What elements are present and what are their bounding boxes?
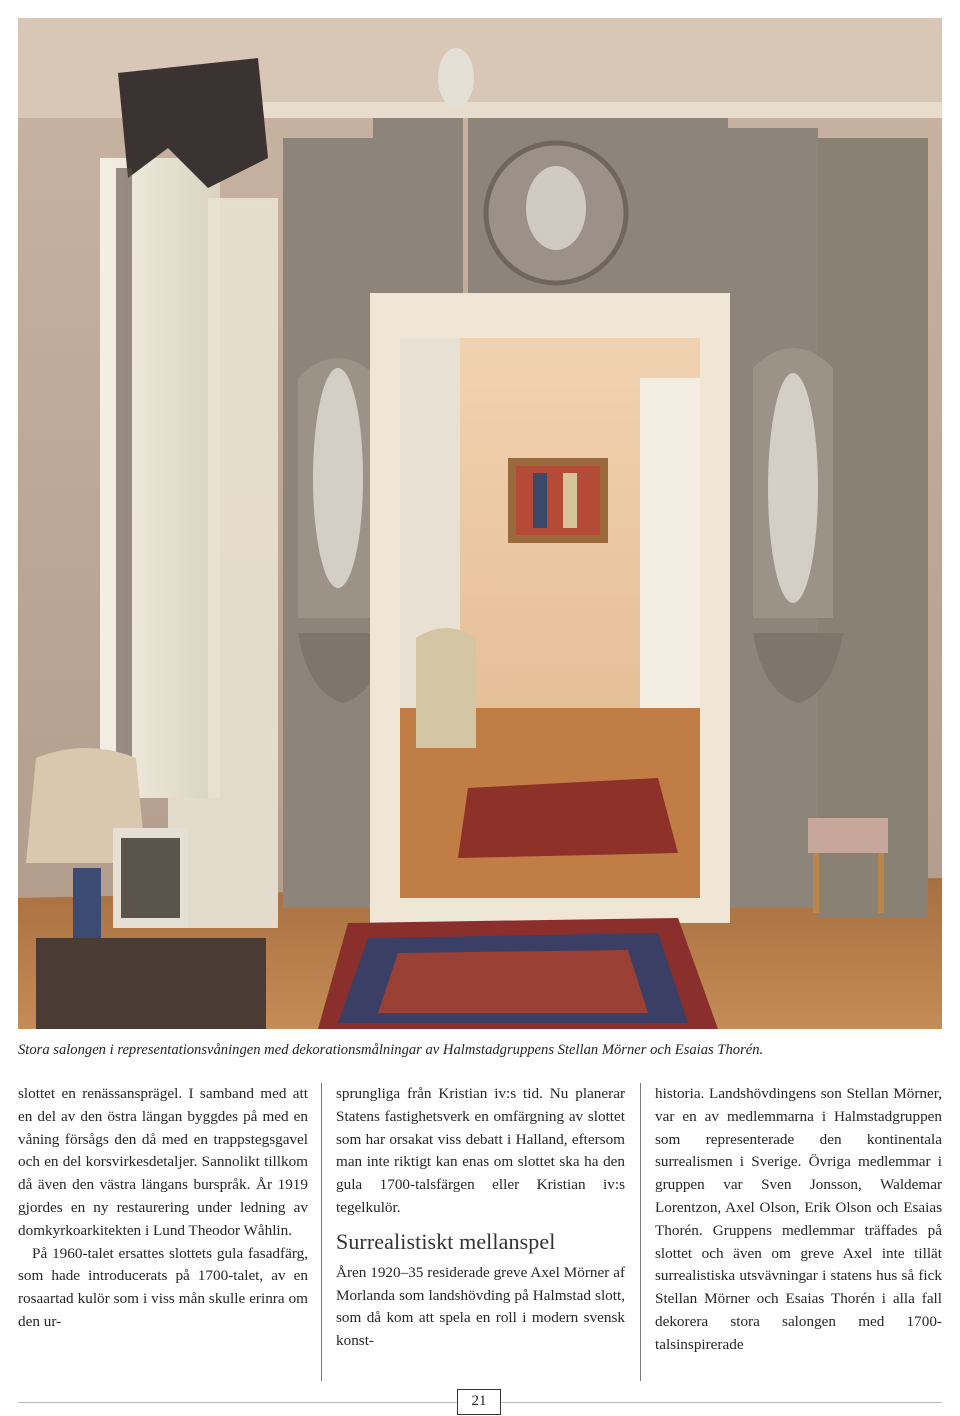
column-2-paragraph-2: Åren 1920–35 residerade greve Axel Mörner af Morlanda som landshövding på Halmstad slott, som då kom att spela en roll i modern svensk konst-: [336, 1263, 625, 1350]
photo-caption: Stora salongen i representationsvåningen med dekorationsmålningar av Halmstadgruppens Stellan Mörner och Esaias Thorén.: [18, 1042, 764, 1058]
text-column-1: [18, 1083, 308, 1334]
column-divider: [640, 1083, 641, 1381]
salon-photograph: [18, 18, 942, 1029]
column-1-paragraph-1: slottet en renässansprägel. I samband med att en del av den östra längan byggdes på med en våning försågs den då med en trappstegsgavel och en del korsvirkesdetaljer. Sannolikt tillkom då även den västra längans burspråk. År 1919 gjordes en ny restaurering under ledning av domkyrkoarkitekten i Lund Theodor Wåhlin.: [18, 1085, 308, 1239]
page-number: 21: [457, 1389, 501, 1415]
column-2-paragraph-1: sprungliga från Kristian iv:s tid. Nu planerar Statens fastighetsverk en omfärgning av slottet som har orsakat viss debatt i Halland, eftersom man inte riktigt kan enas om slottet ska ha den gula 1700-talsfärgen eller Kristian iv:s tegelkulör.: [336, 1085, 625, 1216]
text-column-2: [336, 1083, 625, 1353]
section-heading: Surrealistiskt mellanspel: [336, 1228, 556, 1254]
column-1-paragraph-2: På 1960-talet ersattes slottets gula fasadfärg, som hade introducerats på 1700-talet, av en rosaartad kulör som i viss mån skulle erinra om den ur-: [18, 1244, 308, 1330]
column-divider: [321, 1083, 322, 1381]
text-column-3: [655, 1083, 942, 1357]
column-3-paragraph-1: historia. Landshövdingens son Stellan Mörner, var en av medlemmarna i Halmstadgruppen som representerade den kontinentala surrealismen i Sverige. Övriga medlemmar i gruppen var Sven Jonsson, Waldemar Lorentzon, Axel Olson, Erik Olson och Esaias Thorén. Gruppens medlemmar träffades på slottet och även om greve Axel inte tillät surrealistiska utsvävningar i statens hus så fick Stellan Mörner och Esaias Thorén i alla fall dekorera stora salongen med 1700-talsinspirerade: [655, 1085, 942, 1353]
